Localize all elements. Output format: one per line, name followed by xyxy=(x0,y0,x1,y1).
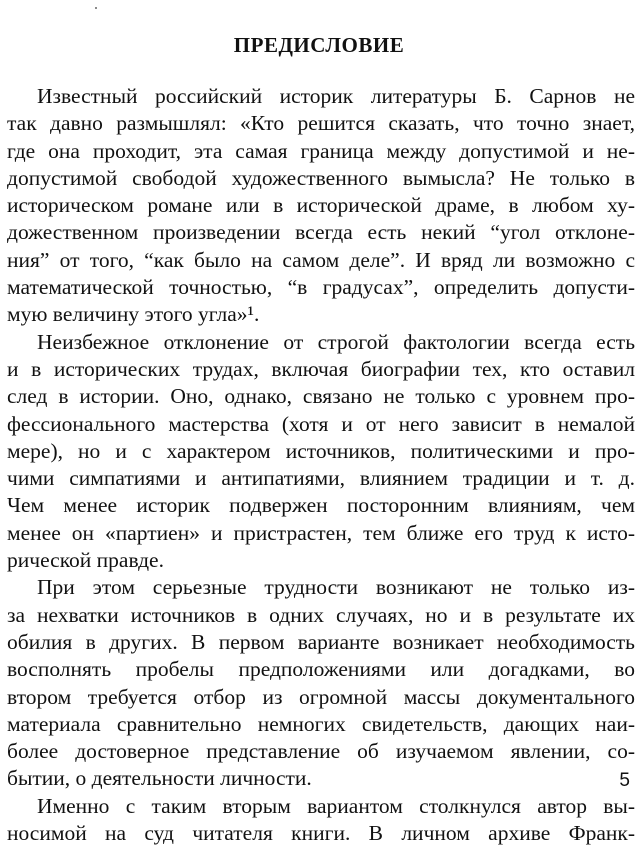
text-line: след в истории. Оно, однако, связано не только с уровнем про- xyxy=(7,384,635,409)
text-line: рической правде. xyxy=(7,548,164,573)
text-line: материала сравнительно немногих свидетельств, дающих наи- xyxy=(7,711,635,736)
body-text xyxy=(7,83,635,847)
text-line: мере), но и с характером источников, политическими и про- xyxy=(7,438,635,463)
text-line: дожественном произведении всегда есть некий “угол отклоне- xyxy=(7,220,635,245)
text-line: чими симпатиями и антипатиями, влиянием традиции и т. д. xyxy=(7,466,635,491)
paragraph-1 xyxy=(7,83,635,329)
text-line: за нехватки источников в одних случаях, но и в результате их xyxy=(7,602,635,627)
text-line: Именно с таким вторым вариантом столкнулся автор вы- xyxy=(37,793,635,818)
text-line: так давно размышлял: «Кто решится сказать, что точно знает, xyxy=(7,111,635,136)
text-line: где она проходит, эта самая граница между допустимой и не- xyxy=(7,138,635,163)
text-line: допустимой свободой художественного вымысла? Не только в xyxy=(7,165,635,190)
text-line: втором требуется отбор из огромной массы документального xyxy=(7,684,635,709)
text-line: восполнять пробелы предположениями или догадками, во xyxy=(7,657,635,682)
text-line: менее он «партиен» и пристрастен, тем ближе его труд к исто- xyxy=(7,520,635,545)
text-line: историческом романе или в исторической драме, в любом ху- xyxy=(7,193,635,218)
text-line: При этом серьезные трудности возникают не только из- xyxy=(37,575,635,600)
text-line: ния” от того, “как было на самом деле”. И вряд ли возможно с xyxy=(7,247,635,272)
text-line: бытии, о деятельности личности. xyxy=(7,766,312,791)
paragraph-2 xyxy=(7,329,635,575)
text-line: носимой на суд читателя книги. В личном архиве Франк- xyxy=(7,821,635,846)
page-title: ПРЕДИСЛОВИЕ xyxy=(233,33,405,57)
text-line: Неизбежное отклонение от строгой фактологии всегда есть xyxy=(37,329,635,354)
paragraph-3 xyxy=(7,574,635,792)
paragraph-4 xyxy=(7,793,635,847)
text-line: Известный российский историк литературы Б. Сарнов не xyxy=(37,84,635,108)
text-line: и в исторических трудах, включая биографии тех, кто оставил xyxy=(7,356,635,381)
text-line: фессионального мастерства (хотя и от него зависит в немалой xyxy=(7,411,635,436)
text-line: мую величину этого угла»¹. xyxy=(7,302,260,327)
scan-speck xyxy=(95,7,97,9)
text-line: математической точностью, “в градусах”, определить допусти- xyxy=(7,275,635,300)
text-line: обилия в других. В первом варианте возникает необходимость xyxy=(7,629,635,654)
text-line: Чем менее историк подвержен посторонним влияниям, чем xyxy=(7,493,635,518)
page-number: 5 xyxy=(619,770,630,791)
text-line: более достоверное представление об изучаемом явлении, со- xyxy=(7,739,635,764)
